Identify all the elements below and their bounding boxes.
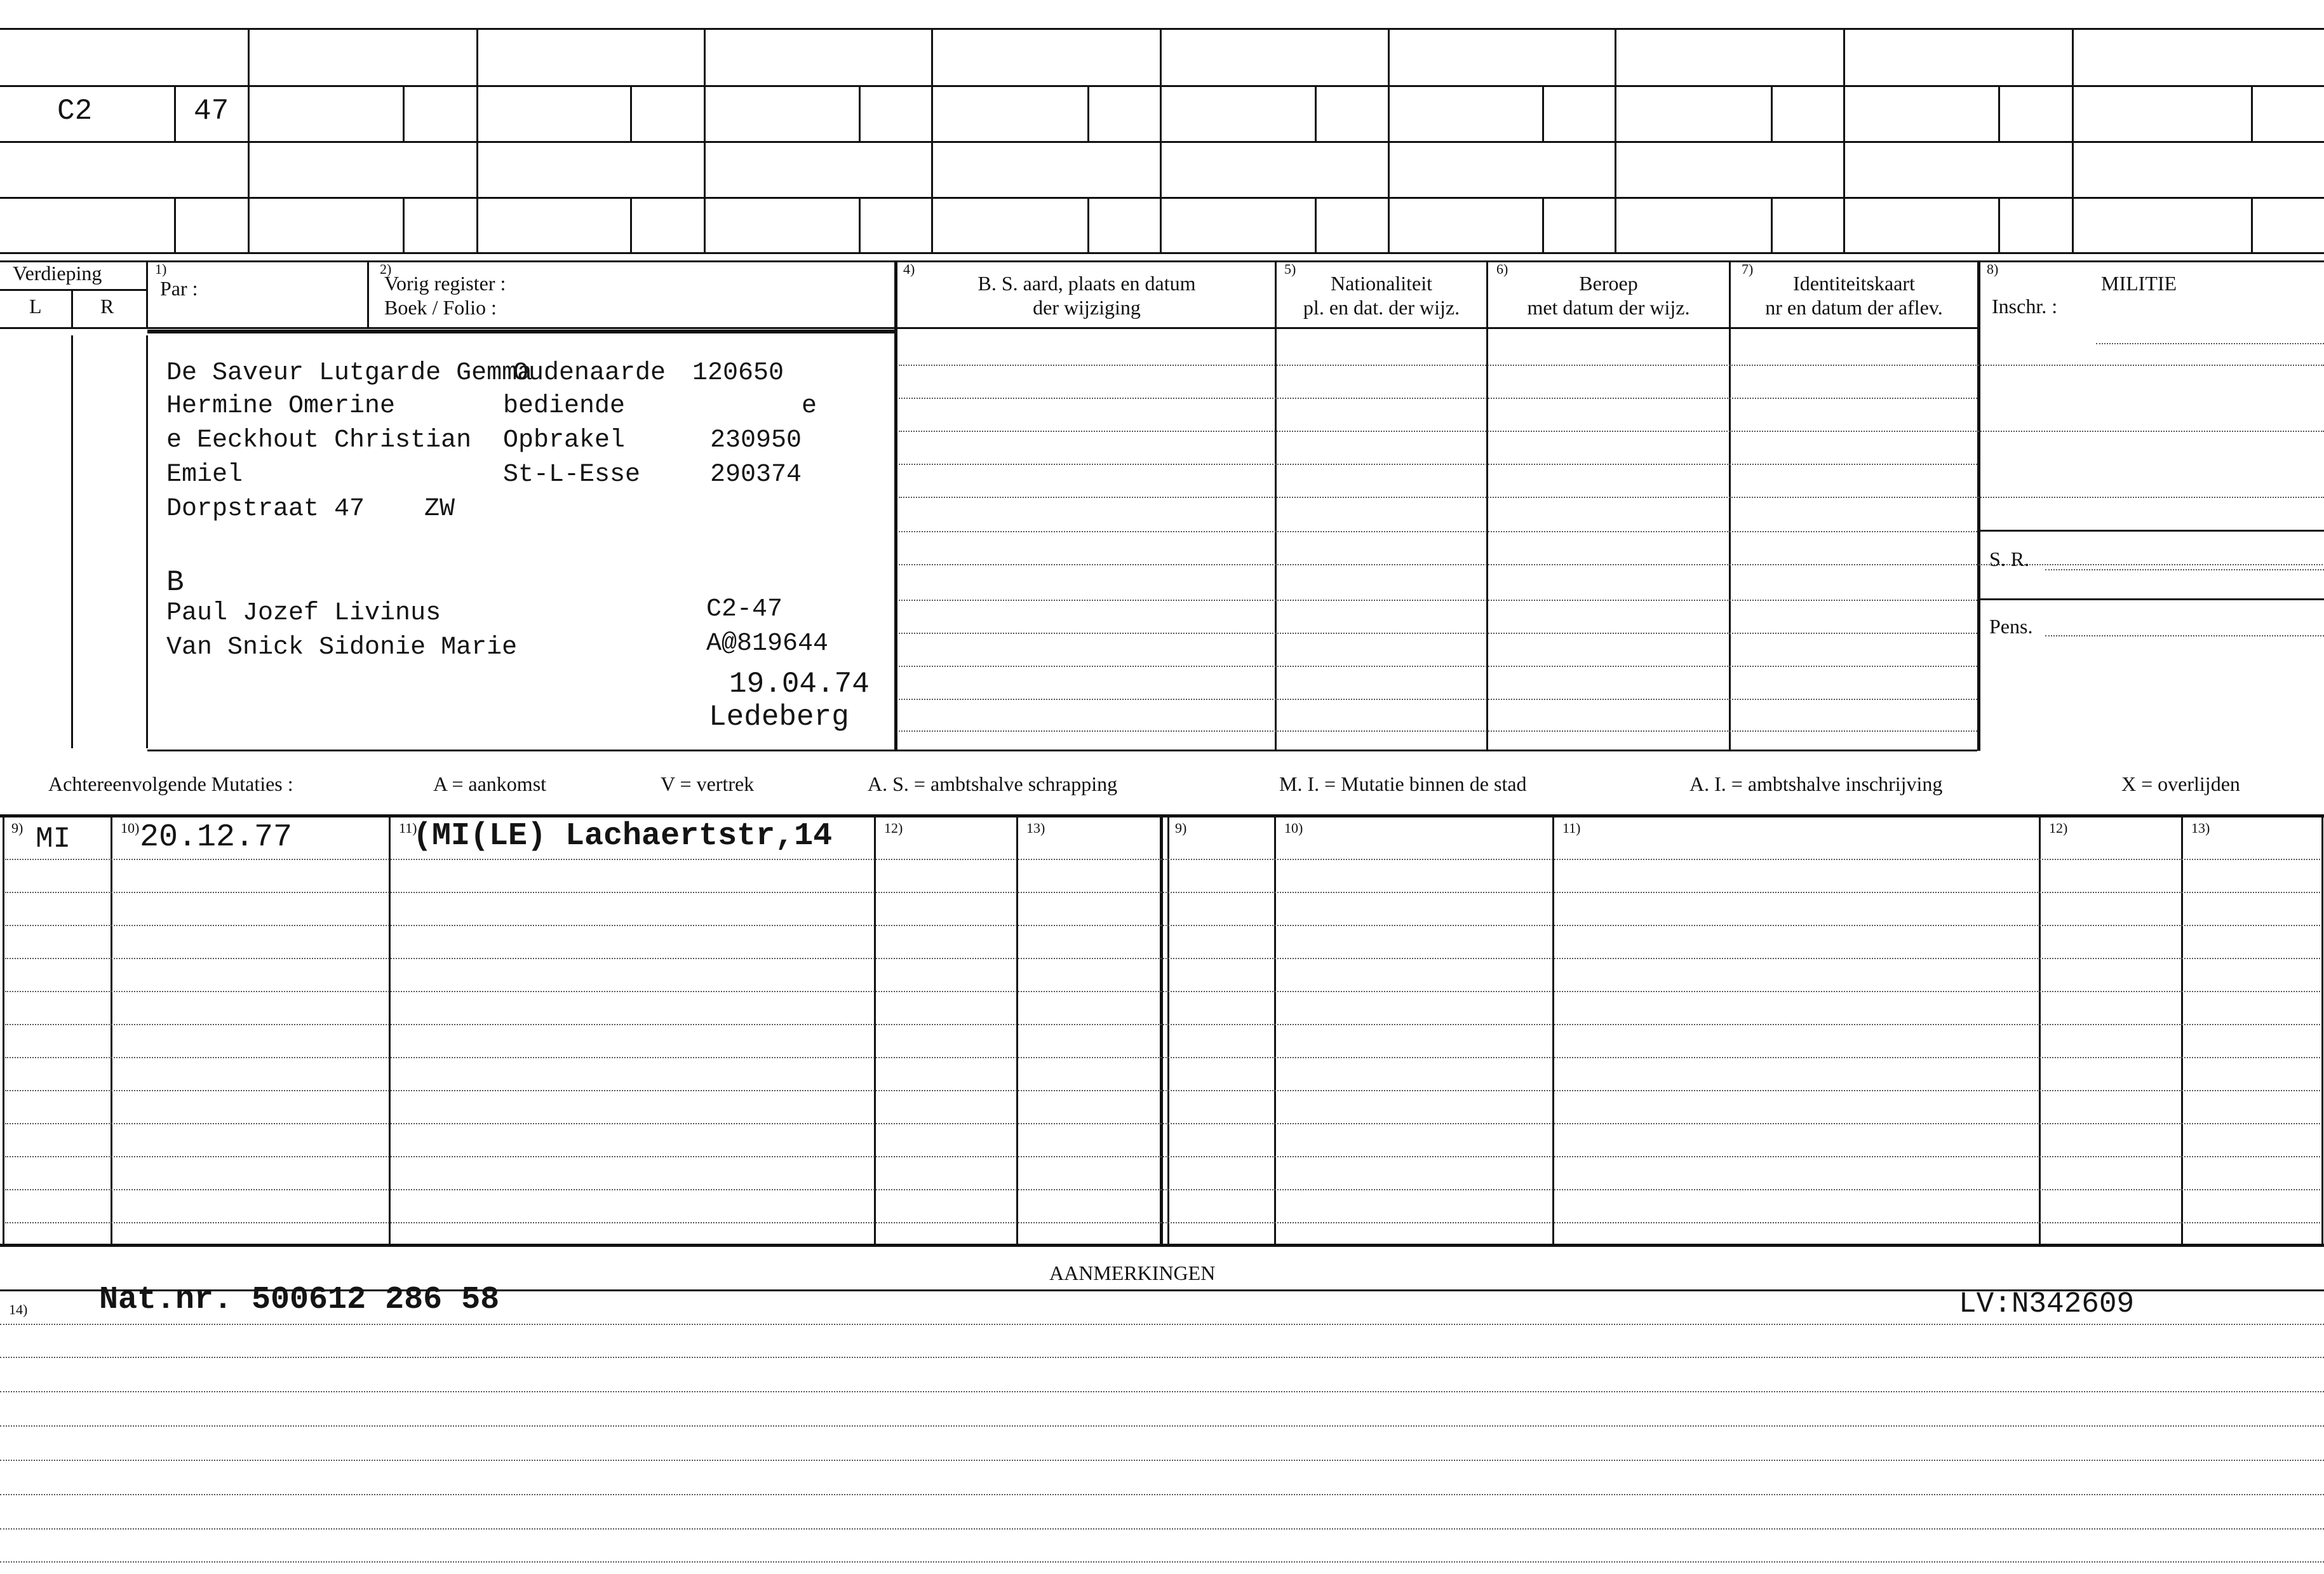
lr-divider-left [71,335,73,748]
col1-number: 1) [155,261,167,277]
col4-number: 4) [903,261,915,277]
col6-number: 6) [1496,261,1508,277]
col5-number: 5) [1284,261,1296,277]
record-b-marker: B [166,566,184,599]
inschr-label: Inschr. : [1992,295,2058,318]
record-line-3-date: 230950 [710,426,802,455]
record-bottom-line [147,750,1977,751]
record-line-2-place: bediende [503,392,626,420]
beroep-header-line1: Beroep [1579,272,1638,295]
pens-label: Pens. [1989,615,2033,638]
mut-col9b-number: 9) [1175,820,1187,836]
id-header-line1: Identiteitskaart [1793,272,1915,295]
remarks-title: AANMERKINGEN [1049,1261,1216,1284]
record-b-line1-name: Paul Jozef Livinus [166,599,441,628]
grid-number: 47 [194,95,229,128]
record-line-3-place: Opbrakel [503,426,626,455]
legend-vertrek: V = vertrek [661,772,755,795]
legend-mutatie-binnen: M. I. = Mutatie binnen de stad [1279,772,1527,795]
mut-col13b-number: 13) [2191,820,2210,836]
left-label: L [29,295,42,318]
legend-ambtshalve-inschrijving: A. I. = ambtshalve inschrijving [1689,772,1943,795]
record-line-4-name: Emiel [166,461,243,489]
bs-header-line1: B. S. aard, plaats en datum [977,272,1196,295]
mut-col11-number: 11) [399,820,417,836]
record-b-line2-ref: A@819644 [706,629,829,658]
id-header-line2: nr en datum der aflev. [1765,296,1943,319]
mut-col11b-number: 11) [1562,820,1581,836]
boek-folio-label: Boek / Folio : [384,296,497,319]
legend-overlijden: X = overlijden [2121,772,2240,795]
lv-number: LV:N342609 [1959,1288,2135,1321]
legend-ambtshalve-schrapping: A. S. = ambtshalve schrapping [868,772,1118,795]
bs-header-line2: der wijziging [1033,296,1141,319]
par-label: Par : [160,277,198,300]
legend-title: Achtereenvolgende Mutaties : [48,772,293,795]
grid-code: C2 [57,95,93,128]
record-line-1-place: Oudenaarde [513,359,666,387]
mut-col12b-number: 12) [2049,820,2068,836]
mut-col12-number: 12) [884,820,903,836]
record-line-2-name: Hermine Omerine [166,392,396,420]
col7-number: 7) [1742,261,1754,277]
sr-label: S. R. [1989,548,2030,570]
mutation-type: MI [36,823,71,856]
record-b-place: Ledeberg [709,701,849,734]
legend-aankomst: A = aankomst [433,772,547,795]
record-line-5-name: Dorpstraat 47 [166,495,365,523]
record-line-3-name: e Eeckhout Christian [166,426,472,455]
militie-header: MILITIE [2101,272,2177,295]
record-line-1-name: De Saveur Lutgarde Gemma [166,359,533,387]
mut-col13-number: 13) [1026,820,1045,836]
right-label: R [100,295,114,318]
record-line-4-date: 290374 [710,461,802,489]
beroep-header-line2: met datum der wijz. [1527,296,1690,319]
remarks-number: 14) [9,1302,28,1317]
mutation-address: (MI(LE) Lachaertstr,14 [413,818,833,854]
nat-header-line2: pl. en dat. der wijz. [1303,296,1460,319]
mutation-date: 20.12.77 [140,819,293,856]
record-line-5-place: ZW [424,495,455,523]
vorig-register-label: Vorig register : [384,272,506,295]
col2-number: 2) [380,261,392,277]
mut-col9-number: 9) [11,820,24,836]
record-line-1-date: 120650 [692,359,784,387]
mut-col10-number: 10) [121,820,140,836]
national-number: Nat.nr. 500612 286 58 [99,1282,500,1318]
mut-col10b-number: 10) [1284,820,1303,836]
record-b-line2-name: Van Snick Sidonie Marie [166,633,518,662]
record-line-2-date: e [802,392,817,420]
col8-number: 8) [1987,261,1999,277]
verdieping-label: Verdieping [13,262,102,285]
record-b-line1-ref: C2-47 [706,595,783,624]
record-line-4-place: St-L-Esse [503,461,641,489]
record-b-date: 19.04.74 [729,668,870,701]
nat-header-line1: Nationaliteit [1331,272,1432,295]
